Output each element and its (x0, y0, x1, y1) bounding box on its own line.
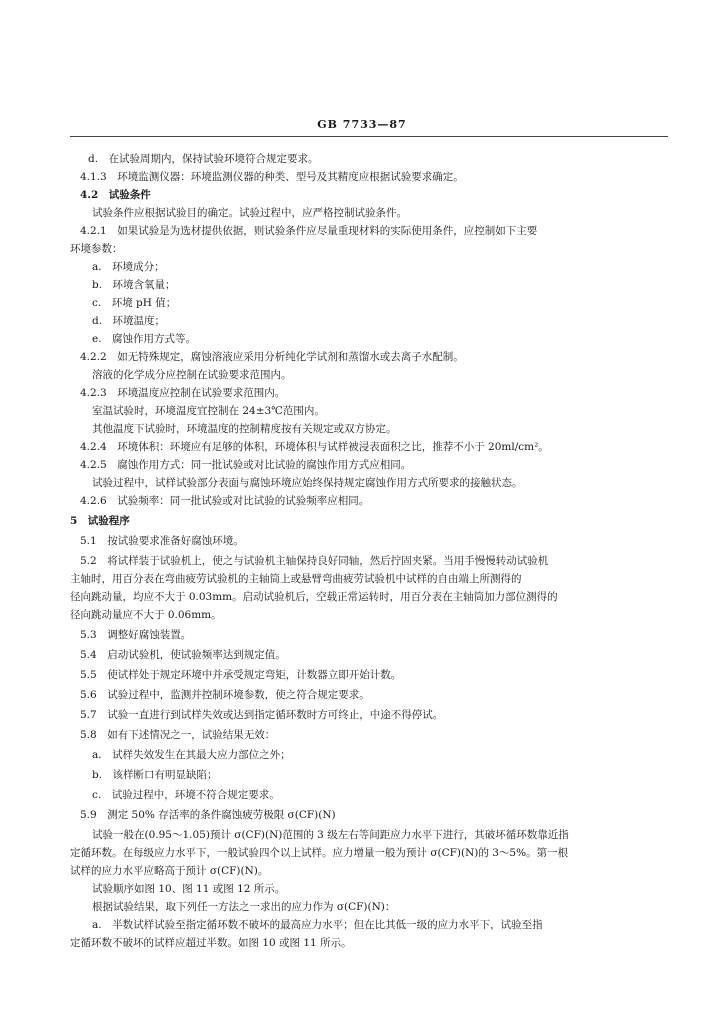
list-item: d. 环境温度； (92, 315, 166, 327)
text-line: 5.4 启动试验机，使试验频率达到规定值。 (80, 649, 286, 661)
text-line: 4.2.1 如果试验是为选材提供依据，则试验条件应尽量重现材料的实际使用条件，应控制如下主要 (80, 225, 538, 237)
text-line: 环境参数： (70, 243, 123, 255)
text-line: 5.6 试验过程中，监测并控制环境参数，使之符合规定要求。 (80, 689, 370, 701)
list-item: e. 腐蚀作用方式等。 (92, 333, 197, 345)
list-item: a. 环境成分； (92, 261, 165, 273)
text-line: 4.2.4 环境体积：环境应有足够的体积，环境体积与试样被浸表面积之比，推荐不小于 20ml/cm²。 (80, 441, 549, 453)
list-item: c. 试验过程中，环境不符合规定要求。 (92, 789, 280, 801)
section-heading: 4.2 试验条件 (80, 189, 151, 201)
text-line: 5.8 如有下述情况之一，试验结果无效： (80, 729, 276, 741)
text-line: 其他温度下试验时，环境温度的控制精度按有关规定或双方协定。 (92, 423, 397, 435)
text-line: 室温试验时，环境温度宜控制在 24±3℃范围内。 (92, 405, 325, 417)
text-line: 主轴时，用百分表在弯曲疲劳试验机的主轴筒上或悬臂弯曲疲劳试验机中试样的自由端上所测得的 (70, 573, 522, 585)
text-line: 4.2.5 腐蚀作用方式：同一批试验或对比试验的腐蚀作用方式应相同。 (80, 459, 412, 471)
text-line: 溶液的化学成分应控制在试验要求范围内。 (92, 369, 292, 381)
text-line: 4.2.6 试验频率：同一批试验或对比试验的试验频率应相同。 (80, 495, 370, 507)
text-line: 4.1.3 环境监测仪器：环境监测仪器的种类、型号及其精度应根据试验要求确定。 (80, 171, 464, 183)
list-item: b. 该样断口有明显缺陷； (92, 769, 218, 781)
text-line: 径向跳动量应不大于 0.06mm。 (70, 609, 222, 621)
text-line: 5.9 测定 50% 存活率的条件腐蚀疲劳极限 σ(CF)(N) (80, 809, 336, 821)
list-item: a. 试样失效发生在其最大应力部位之外； (92, 749, 291, 761)
text-line: 定循环数。在每级应力水平下，一般试验四个以上试样。应力增量一般为预计 σ(CF)(N)的 3～5%。第一根 (70, 847, 569, 859)
section-heading: 5 试验程序 (70, 515, 130, 527)
text-line: 试验顺序如图 10、图 11 或图 12 所示。 (92, 883, 286, 895)
list-item: b. 环境含氧量； (92, 279, 176, 291)
text-line: 试验条件应根据试验目的确定。试验过程中，应严格控制试验条件。 (92, 207, 407, 219)
text-line: 5.5 使试样处于规定环境中并承受规定弯矩，计数器立即开始计数。 (80, 669, 402, 681)
text-line: 试验过程中，试样试验部分表面与腐蚀环境应始终保持规定腐蚀作用方式所要求的接触状态。 (92, 477, 523, 489)
list-item: a. 半数试样试验至指定循环数不破坏的最高应力水平；但在比其低一级的应力水平下，试验至指 (92, 919, 543, 931)
text-line: 4.2.3 环境温度应控制在试验要求范围内。 (80, 387, 286, 399)
text-line: 5.1 按试验要求准备好腐蚀环境。 (80, 535, 244, 547)
list-item: c. 环境 pH 值； (92, 297, 177, 309)
header-rule (70, 136, 668, 137)
text-line: 试验一般在(0.95～1.05)预计 σ(CF)(N)范围的 3 级左右等间距应力水平下进行，其破坏循环数靠近指 (92, 829, 569, 841)
text-line: 5.7 试验一直进行到试样失效或达到指定循环数时方可终止，中途不得停试。 (80, 709, 444, 721)
standard-code-header: GB 7733—87 (317, 118, 407, 131)
text-line: 定循环数不破坏的试样应超过半数。如图 10 或图 11 所示。 (70, 937, 352, 949)
text-line: 试样的应力水平应略高于预计 σ(CF)(N)。 (70, 865, 269, 877)
text-line: d. 在试验周期内，保持试验环境符合规定要求。 (88, 153, 319, 165)
text-line: 径向跳动量，均应不大于 0.03mm。启动试验机后，空载正常运转时，用百分表在主轴筒加力部位测得的 (70, 591, 558, 603)
text-line: 4.2.2 如无特殊规定，腐蚀溶液应采用分析纯化学试剂和蒸馏水或去离子水配制。 (80, 351, 464, 363)
text-line: 5.3 调整好腐蚀装置。 (80, 629, 192, 641)
text-line: 根据试验结果，取下列任一方法之一求出的应力作为 σ(CF)(N)： (92, 901, 396, 913)
text-line: 5.2 将试样装于试验机上，使之与试验机主轴保持良好同轴，然后拧固夹紧。当用手慢慢转动试验机 (80, 555, 549, 567)
